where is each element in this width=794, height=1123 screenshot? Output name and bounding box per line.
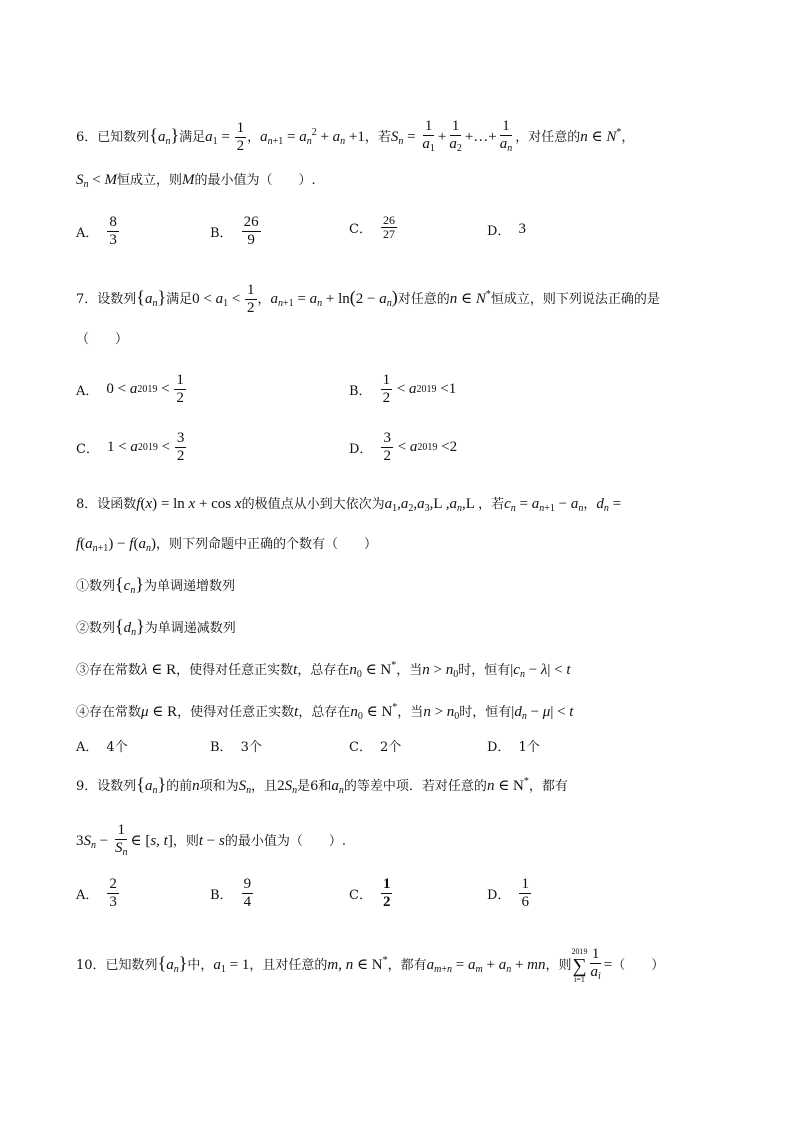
text: ，使得对任意正实数 — [176, 663, 294, 678]
q8-option-a — [76, 736, 128, 755]
text: ，使得对任意正实数 — [177, 705, 295, 720]
option-label: A． — [76, 226, 99, 241]
text: ，都有 — [387, 958, 427, 973]
text: 的前 — [166, 779, 193, 794]
option-label: B． — [210, 226, 233, 241]
text: 6和 — [310, 779, 332, 794]
option-numerator: 26 — [243, 214, 259, 230]
text: 的最小值为（ ）. — [194, 173, 316, 188]
option-right: 1 — [448, 381, 457, 397]
text: ，若 — [478, 497, 505, 512]
option-numerator: 3 — [176, 430, 185, 446]
question-6-line-1: 6．已知数列$\{a_n\}$满足$a_1$ = $\frac{1}{2}$ ，$a_{n+1} = a_n^2 + a_n +1$，若$S_n$ = $\frac{1}{a_1}$ + $\frac{1}{a_2}$ +…+ $\frac{1}{a_n}$ ，对任意的n ∈ N*， — [76, 118, 635, 154]
text: ④存在常数 — [76, 705, 142, 720]
text: 恒成立，则 — [116, 173, 182, 188]
text: ，且 — [251, 779, 278, 794]
option-right: 2 — [449, 439, 458, 455]
option-denominator: 2 — [382, 390, 391, 406]
q6-option-a — [76, 214, 120, 249]
option-numerator: 3 — [383, 430, 391, 446]
text: ②数列 — [76, 621, 116, 636]
text: ，则下列命题中正确的个数有（ ） — [155, 537, 377, 552]
question-number: 6． — [76, 130, 98, 145]
option-denominator: 3 — [109, 894, 117, 910]
sum-upper-limit: 2019 — [571, 946, 588, 956]
q9-option-d — [487, 876, 532, 911]
question-7-line-2 — [76, 330, 128, 350]
text: 已知数列 — [105, 958, 158, 973]
text: ，且对任意的 — [249, 958, 328, 973]
option-value: 3个 — [240, 740, 262, 755]
statement-4: ④存在常数μ ∈ R，使得对任意正实数t，总存在$n_0$ ∈ N*，当$n > n_0$时，恒有$|d_n - \mu| < t$ — [76, 702, 574, 722]
option-label: B． — [210, 740, 233, 755]
option-numerator: 1 — [382, 876, 391, 892]
option-denominator: 4 — [243, 894, 252, 910]
option-label: D． — [487, 740, 511, 755]
text: 为单调递增数列 — [143, 579, 235, 594]
question-number: 8． — [76, 497, 98, 512]
text: ，当 — [396, 663, 423, 678]
option-label: B． — [210, 888, 233, 903]
q8-option-c — [349, 736, 401, 755]
option-label: A． — [76, 384, 99, 399]
text: ，总存在 — [297, 663, 350, 678]
text: ，当 — [397, 705, 424, 720]
question-number: 9． — [76, 779, 98, 794]
text: 设数列 — [97, 779, 137, 794]
option-left: 0 — [106, 381, 114, 397]
q9-option-b — [210, 876, 254, 911]
q9-option-a — [76, 876, 120, 911]
text: ，则 — [545, 958, 572, 973]
option-label: C． — [76, 442, 99, 457]
sum-lower-limit: i=1 — [574, 974, 585, 984]
option-denominator: 2 — [382, 894, 391, 910]
statement-2: ②数列$\{d_n\}$为单调递减数列 — [76, 616, 236, 638]
q8-option-d — [487, 736, 540, 755]
q7-option-b: B． $\frac{1}{2}$ < a 2019 < 1 — [349, 372, 457, 406]
option-numerator: 1 — [382, 372, 391, 388]
text: 是 — [297, 779, 311, 794]
option-label: C． — [349, 222, 372, 237]
text: ，若 — [364, 130, 391, 145]
sum-symbol: 2019 ∑ i=1 — [571, 946, 588, 984]
question-6-line-2: $S_n < M$恒成立，则M的最小值为（ ）. — [76, 172, 316, 190]
option-label: D． — [487, 224, 511, 239]
text: 时，恒有 — [459, 705, 512, 720]
text: 满足 — [166, 292, 193, 307]
text: 的极值点从小到大依次为 — [241, 497, 385, 512]
question-8-line-1: 8．设函数f(x) = ln x + cos x的极值点从小到大依次为$a_1,a_2,a_3,L$ $,a_n,L$ ，若$c_n = a_{n+1} - a_n$，$d_n$ = — [76, 496, 622, 514]
option-value: 1个 — [518, 740, 540, 755]
q6-option-b — [210, 214, 262, 249]
text: ①数列 — [76, 579, 116, 594]
q9-option-c — [349, 876, 393, 911]
option-denominator: 2 — [176, 390, 184, 406]
option-value: 4个 — [106, 740, 128, 755]
question-number: 10． — [76, 958, 106, 973]
text: ，都有 — [528, 779, 568, 794]
text: 为单调递减数列 — [144, 621, 236, 636]
option-value: 3 — [518, 221, 526, 237]
text: ，对任意的 — [515, 130, 581, 145]
option-label: B． — [349, 384, 372, 399]
text: ， — [621, 130, 635, 145]
question-10-line-1: 10．已知数列$\{a_n\}$中，$a_1 = 1$，且对任意的m, n ∈ N*，都有$a_{m+n} = a_m + a_n$ + mn，则 2019 ∑ i=1 $\frac{1}{a_i}$ =（ ） — [76, 946, 665, 984]
q6-option-d — [487, 220, 526, 239]
option-denominator: 9 — [247, 232, 255, 248]
text: 已知数列 — [97, 130, 150, 145]
question-9-line-2: $3S_n$ − $\frac{1}{S_n}$ ∈ [s, t]，则t − s的最小值为（ ）. — [76, 822, 346, 858]
option-left: 1 — [106, 439, 115, 455]
option-denominator: 2 — [176, 448, 185, 464]
option-label: D． — [487, 888, 511, 903]
option-label: C． — [349, 740, 372, 755]
text: 时，恒有 — [458, 663, 511, 678]
text: （ ） — [612, 958, 665, 973]
option-label: A． — [76, 740, 99, 755]
q7-option-d: D． $\frac{3}{2}$ < a 2019 < 2 — [349, 430, 458, 464]
question-number: 7． — [76, 292, 98, 307]
text: ③存在常数 — [76, 663, 142, 678]
text: 项和为 — [199, 779, 239, 794]
text: 的等差中项．若对任意的 — [343, 779, 487, 794]
option-denominator: 27 — [382, 227, 395, 241]
option-denominator: 6 — [521, 894, 529, 910]
text: 的最小值为（ ）. — [224, 834, 346, 849]
option-label: C． — [349, 888, 372, 903]
option-label: D． — [349, 442, 373, 457]
statement-1: ①数列$\{c_n\}$为单调递增数列 — [76, 574, 235, 596]
option-numerator: 9 — [243, 876, 252, 892]
q8-option-b — [210, 736, 262, 755]
option-numerator: 1 — [176, 372, 184, 388]
option-numerator: 26 — [382, 213, 395, 227]
option-label: A． — [76, 888, 99, 903]
question-9-line-1: 9．设数列$\{a_n\}$的前n项和为$S_n$，且$2S_n$是6和$a_n$的等差中项．若对任意的n ∈ N*，都有 — [76, 774, 568, 796]
text: ， — [257, 292, 271, 307]
question-7-line-1: 7．设数列$\{a_n\}$满足$0 < a_1$ < $\frac{1}{2}$ ，$a_{n+1} = a_n + \ln(2 - a_n)$对任意的n ∈ N*恒成立，则下列说法正确的是 — [76, 282, 660, 316]
question-8-line-2: $f(a_{n+1}) - f(a_n)$，则下列命题中正确的个数有（ ） — [76, 536, 377, 554]
text: 满足 — [179, 130, 206, 145]
text: 设函数 — [97, 497, 137, 512]
option-denominator: 3 — [109, 232, 117, 248]
text: 中， — [187, 958, 214, 973]
q7-option-a: A． 0 < a 2019 < $\frac{1}{2}$ — [76, 372, 184, 406]
q6-option-c — [349, 214, 398, 241]
option-numerator: 1 — [521, 876, 529, 892]
text: ，则 — [172, 834, 199, 849]
statement-3: ③存在常数λ ∈ R，使得对任意正实数t，总存在$n_0$ ∈ N*，当$n > n_0$时，恒有$|c_n - \lambda| < t$ — [76, 660, 571, 680]
text: 恒成立，则下列说法正确的是 — [490, 292, 660, 307]
option-value: 2个 — [379, 740, 402, 755]
q7-option-c: C． 1 < a 2019 < $\frac{3}{2}$ — [76, 430, 185, 464]
text: 设数列 — [97, 292, 137, 307]
option-numerator: 8 — [109, 214, 117, 230]
answer-parenthesis: （ ） — [76, 332, 129, 347]
text: ， — [583, 497, 597, 512]
text: ，总存在 — [298, 705, 351, 720]
option-denominator: 2 — [383, 448, 391, 464]
text: 对任意的 — [397, 292, 450, 307]
option-numerator: 2 — [109, 876, 117, 892]
